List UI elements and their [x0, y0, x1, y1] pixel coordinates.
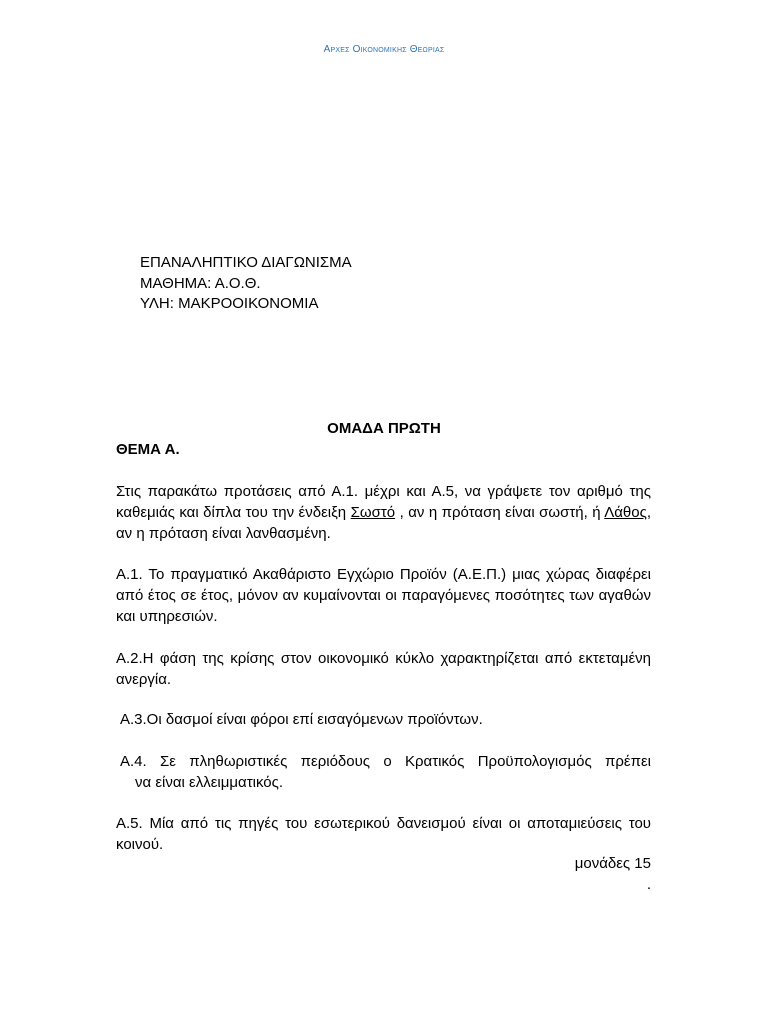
question-a2: Α.2.Η φάση της κρίσης στον οικονομικό κύκλο χαρακτηρίζεται από εκτεταμένη ανεργία.: [116, 650, 651, 688]
points-label: μονάδες 15: [574, 855, 651, 872]
instructions-paragraph: [116, 481, 651, 544]
exam-type: ΕΠΑΝΑΛΗΠΤΙΚΟ ΔΙΑΓΩΝΙΣΜΑ: [140, 254, 352, 271]
question-a1: Α.1. Το πραγματικό Ακαθάριστο Εγχώριο Προϊόν (Α.Ε.Π.) μιας χώρας διαφέρει από έτος σε έτος, μόνον αν κυμαίνονται οι παραγόμενες ποσότητες των αγαθών και υπηρεσιών.: [116, 566, 651, 625]
wrong-word: Λάθος: [604, 504, 647, 521]
group-title: ΟΜΑΔΑ ΠΡΩΤΗ: [327, 420, 441, 437]
exam-heading: [140, 253, 352, 315]
exam-topic: ΥΛΗ: ΜΑΚΡΟΟΙΚΟΝΟΜΙΑ: [140, 295, 319, 312]
instructions-text-3: , αν η πρόταση είναι λανθασμένη.: [116, 504, 652, 542]
instructions-text-1: Στις παρακάτω προτάσεις από Α.1. μέχρι και Α.5, να γράψετε τον αριθμό της καθεμιάς και δίπλα του την ένδειξη: [116, 483, 651, 521]
theme-title: ΘΕΜΑ Α.: [116, 441, 180, 458]
question-a4-line1: Α.4. Σε πληθωριστικές περιόδους ο Κρατικός Προϋπολογισμός πρέπει: [120, 753, 651, 770]
question-a5: Α.5. Μία από τις πηγές του εσωτερικού δανεισμού είναι οι αποταμιεύσεις του κοινού.: [116, 815, 651, 853]
exam-subject: ΜΑΘΗΜΑ: Α.Ο.Θ.: [140, 274, 261, 292]
trailing-dot: .: [646, 876, 651, 893]
question-a3: Α.3.Οι δασμοί είναι φόροι επί εισαγόμενων προϊόντων.: [120, 711, 483, 728]
running-header: Αρχες Οικονομικης Θεωριας: [323, 44, 445, 55]
correct-word: Σωστό: [350, 504, 396, 521]
question-a4-line2: να είναι ελλειμματικός.: [135, 774, 284, 791]
instructions-text-2: , αν η πρόταση είναι σωστή, ή: [395, 504, 605, 521]
